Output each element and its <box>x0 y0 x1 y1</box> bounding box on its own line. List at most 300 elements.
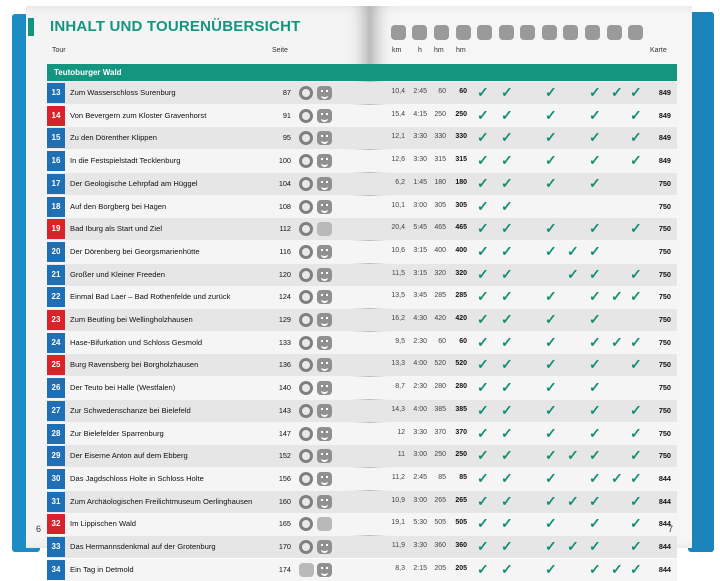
title-accent-bar <box>28 18 34 36</box>
tour-map-number: 750 <box>658 383 671 393</box>
tour-number: 13 <box>47 83 65 103</box>
check-icon: ✓ <box>630 447 642 464</box>
tour-number: 21 <box>47 265 65 285</box>
family-icon <box>317 495 332 509</box>
check-icon: ✓ <box>630 129 642 146</box>
tour-km: 10,1 <box>391 201 405 209</box>
family-icon <box>317 358 332 372</box>
tour-km: 8,7 <box>395 383 405 391</box>
family-icon <box>317 290 332 304</box>
check-icon: ✓ <box>477 379 489 396</box>
row-background <box>47 559 677 581</box>
check-icon: ✓ <box>630 265 642 282</box>
table-row <box>47 445 677 467</box>
tour-number: 25 <box>47 355 65 375</box>
tour-ascent: 285 <box>434 292 446 300</box>
tour-km: 16,2 <box>391 315 405 322</box>
column-header-hm-up: hm <box>434 47 444 54</box>
tour-km: 14,3 <box>391 405 405 413</box>
check-icon: ✓ <box>501 469 513 486</box>
check-icon: ✓ <box>501 242 513 259</box>
check-icon: ✓ <box>477 356 489 373</box>
page-title: INHALT UND TOURENÜBERSICHT <box>50 18 301 35</box>
tour-km: 6,2 <box>395 178 405 186</box>
tour-map-number: 750 <box>658 360 671 370</box>
check-icon: ✓ <box>630 560 642 577</box>
tour-map-number: 849 <box>658 110 671 120</box>
tour-hours: 3:45 <box>413 292 427 300</box>
check-icon: ✓ <box>477 265 489 282</box>
check-icon: ✓ <box>477 197 489 214</box>
check-icon: ✓ <box>545 311 557 327</box>
check-icon: ✓ <box>545 379 557 396</box>
tour-km: 11,2 <box>391 473 405 481</box>
tour-name: Zur Schwedenschanze bei Bielefeld <box>70 405 191 415</box>
tour-descent: 520 <box>455 360 467 368</box>
tour-number: 30 <box>47 469 65 489</box>
check-icon: ✓ <box>477 515 489 532</box>
check-icon: ✓ <box>477 84 489 100</box>
tour-page: 108 <box>278 201 291 211</box>
table-row <box>47 286 677 308</box>
tour-page: 147 <box>278 428 291 438</box>
table-row <box>47 105 677 127</box>
tour-descent: 505 <box>455 519 467 527</box>
check-icon: ✓ <box>545 538 557 554</box>
tour-number: 15 <box>47 128 65 148</box>
tour-descent: 385 <box>455 405 467 413</box>
tour-descent: 265 <box>455 496 467 504</box>
tour-page: 116 <box>279 246 291 256</box>
tour-page: 124 <box>278 292 291 302</box>
tour-name: Von Bevergern zum Kloster Gravenhorst <box>70 110 207 120</box>
table-row <box>47 241 677 263</box>
tour-descent: 60 <box>459 337 467 345</box>
table-row <box>47 127 677 149</box>
tour-page: 87 <box>282 88 291 97</box>
tour-number: 24 <box>47 333 65 353</box>
tour-page: 120 <box>278 269 291 279</box>
row-background <box>47 513 677 535</box>
tour-ascent: 385 <box>434 405 446 413</box>
column-header-km: km <box>392 47 402 54</box>
tour-number: 16 <box>47 151 65 171</box>
check-icon: ✓ <box>501 311 513 327</box>
check-icon: ✓ <box>545 288 557 305</box>
tour-name: Ein Tag in Detmold <box>70 564 134 574</box>
tour-descent: 360 <box>455 542 467 549</box>
family-icon <box>317 154 332 168</box>
tour-ascent: 250 <box>434 451 446 459</box>
tour-hours: 2:30 <box>413 383 427 391</box>
check-icon: ✓ <box>589 333 601 350</box>
check-icon: ✓ <box>545 152 557 169</box>
tour-hours: 3:15 <box>413 246 427 254</box>
tour-map-number: 844 <box>658 496 671 506</box>
difficulty-icon <box>299 154 313 168</box>
tour-map-number: 844 <box>658 519 671 529</box>
placeholder-icon <box>299 563 314 577</box>
tour-page: 156 <box>278 473 291 483</box>
check-icon: ✓ <box>589 492 601 509</box>
check-icon: ✓ <box>589 311 601 327</box>
check-icon: ✓ <box>630 288 642 305</box>
check-icon: ✓ <box>589 106 601 123</box>
region-header: Teutoburger Wald <box>47 64 677 81</box>
tour-map-number: 750 <box>658 337 671 347</box>
difficulty-icon <box>299 427 313 441</box>
signpost-icon <box>628 25 643 40</box>
tour-number: 14 <box>47 106 65 126</box>
family-icon <box>317 336 332 350</box>
check-icon: ✓ <box>545 469 557 486</box>
tour-km: 13,3 <box>391 360 405 368</box>
tour-descent: 85 <box>459 473 467 481</box>
tour-hours: 2:15 <box>413 564 427 572</box>
difficulty-icon <box>299 86 313 100</box>
check-icon: ✓ <box>567 447 579 464</box>
check-icon: ✓ <box>567 538 579 554</box>
family-icon <box>317 313 332 327</box>
check-icon: ✓ <box>501 560 513 577</box>
check-icon: ✓ <box>501 152 513 169</box>
tour-name: Der Geologische Lehrpfad am Hüggel <box>70 178 198 188</box>
check-icon: ✓ <box>545 129 557 146</box>
check-icon: ✓ <box>477 311 489 327</box>
road-icon <box>563 25 578 40</box>
tour-page: 95 <box>282 133 291 143</box>
check-icon: ✓ <box>630 84 642 100</box>
hiking-icon <box>607 25 622 40</box>
check-icon: ✓ <box>501 265 513 282</box>
tour-ascent: 505 <box>434 519 446 527</box>
check-icon: ✓ <box>589 538 601 554</box>
tour-number: 28 <box>47 424 65 444</box>
tour-number: 18 <box>47 197 65 217</box>
tour-page: 112 <box>279 224 291 234</box>
check-icon: ✓ <box>589 265 601 282</box>
difficulty-icon <box>299 404 313 418</box>
tour-number: 29 <box>47 446 65 466</box>
family-icon <box>317 109 332 123</box>
table-row <box>47 82 677 104</box>
check-icon: ✓ <box>630 515 642 532</box>
tour-name: Zu den Dörenther Klippen <box>70 133 157 143</box>
tour-name: Der Dörenberg bei Georgsmarienhütte <box>70 246 200 256</box>
table-row <box>47 354 677 376</box>
check-icon: ✓ <box>501 333 513 350</box>
tour-hours: 3:15 <box>413 269 427 277</box>
family-icon <box>317 472 332 486</box>
tour-descent: 330 <box>455 133 467 141</box>
tour-page: 143 <box>278 405 291 415</box>
tour-km: 8,3 <box>395 564 405 572</box>
column-header-hm-down: hm <box>456 47 466 54</box>
family-icon <box>317 268 332 282</box>
check-icon: ✓ <box>477 174 489 191</box>
tour-ascent: 85 <box>438 473 446 481</box>
tour-page: 136 <box>278 360 291 370</box>
family-icon <box>317 245 332 259</box>
table-row <box>47 332 677 354</box>
check-icon: ✓ <box>477 492 489 509</box>
check-icon: ✓ <box>545 174 557 191</box>
check-icon: ✓ <box>477 469 489 486</box>
family-icon <box>317 449 332 463</box>
tour-ascent: 60 <box>438 337 446 345</box>
difficulty-icon <box>299 109 313 123</box>
tour-page: 133 <box>278 337 291 347</box>
tour-hours: 2:45 <box>413 88 427 95</box>
family-icon <box>317 540 332 554</box>
tour-number: 20 <box>47 242 65 262</box>
tour-number: 31 <box>47 492 65 512</box>
difficulty-icon <box>299 313 313 327</box>
tour-number: 26 <box>47 378 65 398</box>
tour-name: Zum Beutling bei Wellingholzhausen <box>70 315 193 324</box>
check-icon: ✓ <box>545 242 557 259</box>
tour-ascent: 465 <box>434 224 446 232</box>
page-number-right: 7 <box>668 524 674 534</box>
bus-icon <box>585 25 600 40</box>
tour-number: 23 <box>47 310 65 330</box>
check-icon: ✓ <box>589 129 601 146</box>
check-icon: ✓ <box>477 288 489 305</box>
tour-page: 160 <box>278 496 291 506</box>
walking-icon <box>477 25 492 40</box>
column-header-seite: Seite <box>272 47 288 54</box>
table-row <box>47 150 677 172</box>
tour-map-number: 750 <box>658 451 671 461</box>
tour-map-number: 750 <box>658 201 671 211</box>
difficulty-icon <box>299 540 313 554</box>
tour-hours: 2:45 <box>413 473 427 481</box>
check-icon: ✓ <box>611 469 623 486</box>
check-icon: ✓ <box>630 152 642 169</box>
tour-hours: 3:00 <box>413 201 427 209</box>
tour-hours: 4:15 <box>413 110 427 118</box>
tour-name: Bad Iburg als Start und Ziel <box>70 224 163 234</box>
check-icon: ✓ <box>630 401 642 418</box>
check-icon: ✓ <box>501 538 513 554</box>
tour-km: 15,4 <box>391 110 405 118</box>
tour-ascent: 205 <box>434 564 446 572</box>
tour-hours: 1:45 <box>413 178 427 186</box>
check-icon: ✓ <box>477 333 489 350</box>
tour-descent: 180 <box>455 178 467 186</box>
tour-map-number: 849 <box>658 156 671 166</box>
tour-hours: 2:30 <box>413 337 427 345</box>
tour-hours: 4:00 <box>413 405 427 413</box>
tour-number: 27 <box>47 401 65 421</box>
tour-name: In die Festspielstadt Tecklenburg <box>70 156 181 166</box>
table-row <box>47 196 677 218</box>
tour-hours: 5:45 <box>413 224 427 232</box>
tour-map-number: 750 <box>658 246 671 256</box>
check-icon: ✓ <box>501 401 513 418</box>
check-icon: ✓ <box>611 560 623 577</box>
tour-number: 33 <box>47 537 65 557</box>
tour-page: 100 <box>278 156 291 166</box>
tour-name: Zur Bielefelder Sparrenburg <box>70 428 164 438</box>
check-icon: ✓ <box>545 492 557 509</box>
check-icon: ✓ <box>501 288 513 305</box>
table-row <box>47 423 677 445</box>
check-icon: ✓ <box>630 469 642 486</box>
check-icon: ✓ <box>477 220 489 237</box>
tour-km: 10,9 <box>391 496 405 504</box>
tour-hours: 3:00 <box>413 496 427 504</box>
difficulty-icon <box>299 495 313 509</box>
tour-descent: 370 <box>455 428 467 436</box>
tour-hours: 3:00 <box>413 451 427 459</box>
table-row <box>47 377 677 399</box>
tour-descent: 205 <box>455 564 467 572</box>
tour-km: 12 <box>397 428 405 436</box>
tour-map-number: 844 <box>658 473 671 483</box>
check-icon: ✓ <box>501 197 513 214</box>
column-header-h: h <box>418 47 422 54</box>
hut-icon <box>499 25 514 40</box>
tour-descent: 465 <box>455 224 467 232</box>
tour-ascent: 420 <box>434 315 446 322</box>
tour-page: 165 <box>278 519 291 529</box>
tour-hours: 5:30 <box>413 519 427 527</box>
road-icon <box>391 25 406 40</box>
table-row <box>47 264 677 286</box>
tour-hours: 4:30 <box>413 315 427 322</box>
tour-page: 140 <box>278 383 291 393</box>
check-icon: ✓ <box>589 560 601 577</box>
check-icon: ✓ <box>589 84 601 100</box>
tour-ascent: 520 <box>434 360 446 368</box>
table-row <box>47 513 677 535</box>
tour-ascent: 60 <box>438 88 446 95</box>
tour-descent: 400 <box>455 246 467 254</box>
tour-map-number: 849 <box>658 133 671 143</box>
tour-name: Im Lippischen Wald <box>70 519 136 529</box>
tour-descent: 420 <box>455 315 467 322</box>
tour-km: 12,1 <box>391 133 405 141</box>
tour-hours: 3:30 <box>413 133 427 141</box>
tour-km: 13,5 <box>391 292 405 300</box>
check-icon: ✓ <box>477 560 489 577</box>
check-icon: ✓ <box>477 129 489 146</box>
check-icon: ✓ <box>545 84 557 100</box>
tour-km: 12,6 <box>391 156 405 164</box>
tour-ascent: 250 <box>434 110 446 118</box>
check-icon: ✓ <box>477 538 489 554</box>
tour-km: 9,5 <box>395 337 405 345</box>
restaurant-icon <box>520 25 535 40</box>
check-icon: ✓ <box>545 333 557 350</box>
placeholder-icon <box>317 222 332 236</box>
tour-descent: 315 <box>455 156 467 164</box>
check-icon: ✓ <box>589 174 601 191</box>
tour-map-number: 750 <box>658 292 671 302</box>
tour-map-number: 750 <box>658 315 671 324</box>
tour-number: 32 <box>47 514 65 534</box>
check-icon: ✓ <box>501 424 513 441</box>
check-icon: ✓ <box>501 379 513 396</box>
check-icon: ✓ <box>589 220 601 237</box>
tour-number: 22 <box>47 287 65 307</box>
check-icon: ✓ <box>589 288 601 305</box>
family-icon <box>317 86 332 100</box>
check-icon: ✓ <box>545 401 557 418</box>
tour-descent: 250 <box>455 451 467 459</box>
tour-page: 170 <box>278 542 291 551</box>
family-icon <box>317 427 332 441</box>
difficulty-icon <box>299 268 313 282</box>
check-icon: ✓ <box>477 447 489 464</box>
check-icon: ✓ <box>630 220 642 237</box>
tour-name: Der Eiserne Anton auf dem Ebberg <box>70 451 188 461</box>
table-row <box>47 468 677 490</box>
check-icon: ✓ <box>589 356 601 373</box>
tour-number: 17 <box>47 174 65 194</box>
tour-km: 11 <box>397 451 405 459</box>
tour-name: Zum Wasserschloss Surenburg <box>70 88 176 97</box>
family-icon <box>317 563 332 577</box>
tour-name: Zum Archäologischen Freilichtmuseum Oerlinghausen <box>70 496 253 506</box>
tour-descent: 285 <box>455 292 467 300</box>
tour-map-number: 750 <box>658 405 671 415</box>
tour-map-number: 750 <box>658 178 671 188</box>
check-icon: ✓ <box>545 447 557 464</box>
tour-name: Das Jagdschloss Holte in Schloss Holte <box>70 473 204 483</box>
check-icon: ✓ <box>567 492 579 509</box>
table-row <box>47 309 677 331</box>
check-icon: ✓ <box>477 401 489 418</box>
check-icon: ✓ <box>545 560 557 577</box>
check-icon: ✓ <box>545 515 557 532</box>
tour-ascent: 330 <box>434 133 446 141</box>
check-icon: ✓ <box>589 242 601 259</box>
tour-km: 10,4 <box>391 88 405 95</box>
tour-descent: 60 <box>459 88 467 95</box>
check-icon: ✓ <box>545 106 557 123</box>
tour-km: 19,1 <box>391 519 405 527</box>
tour-km: 20,4 <box>391 224 405 232</box>
tour-map-number: 750 <box>658 224 671 234</box>
difficulty-icon <box>299 177 313 191</box>
tour-km: 11,5 <box>391 269 405 277</box>
family-icon <box>317 381 332 395</box>
check-icon: ✓ <box>501 515 513 532</box>
tour-hours: 3:30 <box>413 428 427 436</box>
tour-map-number: 750 <box>658 428 671 438</box>
check-icon: ✓ <box>545 356 557 373</box>
tour-ascent: 280 <box>434 383 446 391</box>
table-row <box>47 559 677 581</box>
tour-map-number: 844 <box>658 564 671 574</box>
check-icon: ✓ <box>589 515 601 532</box>
tour-ascent: 315 <box>434 156 446 164</box>
tour-ascent: 360 <box>434 542 446 549</box>
check-icon: ✓ <box>501 106 513 123</box>
check-icon: ✓ <box>630 106 642 123</box>
column-header-tour: Tour <box>52 47 66 54</box>
check-icon: ✓ <box>501 356 513 373</box>
check-icon: ✓ <box>477 106 489 123</box>
tour-name: Hase-Bifurkation und Schloss Gesmold <box>70 337 203 347</box>
table-row <box>47 400 677 422</box>
tour-map-number: 750 <box>658 269 671 279</box>
tour-ascent: 400 <box>434 246 446 254</box>
check-icon: ✓ <box>501 447 513 464</box>
column-header-karte: Karte <box>650 47 667 54</box>
